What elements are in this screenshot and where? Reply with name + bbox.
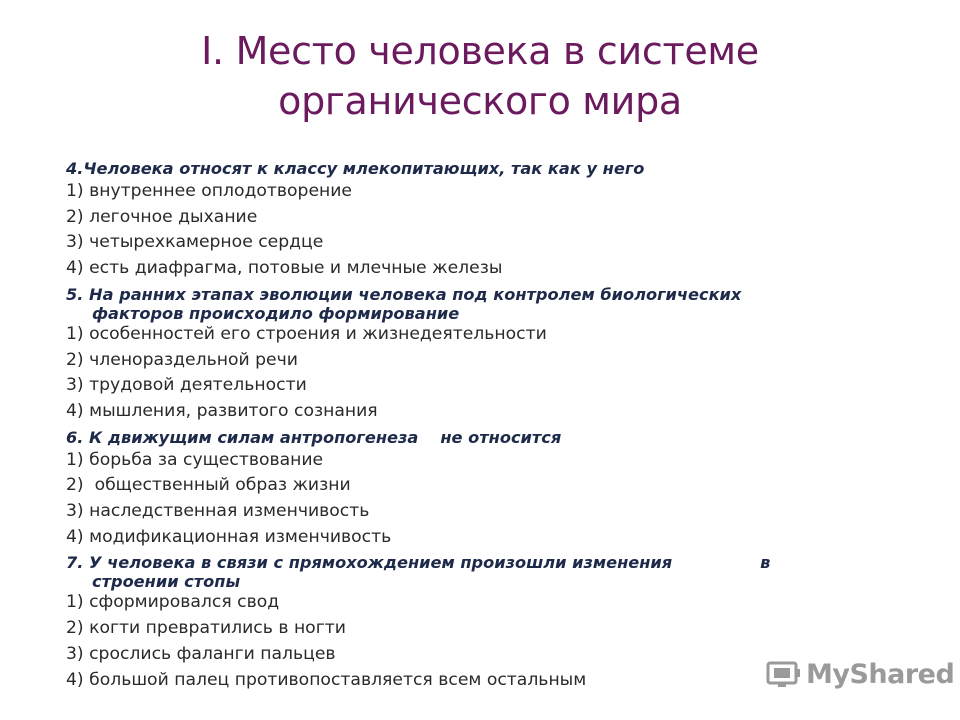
- q5-option-4: 4) мышления, развитого сознания: [66, 400, 378, 421]
- question-5-line-1: 5. На ранних этапах эволюции человека под контролем биологических: [66, 284, 742, 304]
- q6-option-2: 2) общественный образ жизни: [66, 475, 351, 496]
- q5-option-2: 2) членораздельной речи: [66, 349, 298, 370]
- title-line-1: I. Место человека в системе: [201, 29, 759, 73]
- question-7-part-2: в: [760, 553, 771, 573]
- q7-option-1: 1) сформировался свод: [66, 592, 280, 613]
- q4-option-1: 1) внутреннее оплодотворение: [66, 181, 353, 201]
- question-6-part-1: 6. К движущим силам антропогенеза: [66, 427, 419, 447]
- q6-option-3: 3) наследственная изменчивость: [66, 501, 370, 522]
- q5-option-1: 1) особенностей его строения и жизнедеятельности: [66, 323, 547, 344]
- myshared-logo-text: MyShared: [806, 658, 955, 690]
- question-4: [66, 156, 896, 179]
- q7-option-4: 4) большой палец противопоставляется всем остальным: [66, 669, 587, 690]
- question-7: [66, 550, 896, 590]
- q7-option-3: 3) срослись фаланги пальцев: [66, 643, 336, 664]
- question-5: [66, 282, 896, 322]
- q4-option-3: 3) четырехкамерное сердце: [66, 232, 324, 253]
- myshared-logo-icon: [766, 659, 802, 689]
- q7-option-2: 2) когти превратились в ногти: [66, 618, 346, 639]
- title-line-2: органического мира: [278, 79, 682, 123]
- q6-option-1: 1) борьба за существование: [66, 449, 324, 470]
- q4-option-4: 4) есть диафрагма, потовые и млечные железы: [66, 258, 503, 279]
- q5-option-3: 3) трудовой деятельности: [66, 375, 307, 396]
- question-6-part-2: не относится: [440, 427, 562, 447]
- question-7-line-2: строении стопы: [92, 572, 241, 592]
- q6-option-4: 4) модификационная изменчивость: [66, 526, 392, 547]
- questions-block: [66, 156, 896, 693]
- question-6: [66, 425, 896, 448]
- question-4-text: 4.Человека относят к классу млекопитающих, так как у него: [66, 159, 645, 178]
- q4-option-2: 2) легочное дыхание: [66, 206, 258, 227]
- slide-title: [0, 26, 960, 126]
- question-7-part-1: 7. У человека в связи с прямохождением произошли изменения: [66, 553, 673, 573]
- myshared-watermark: [766, 656, 954, 692]
- question-5-line-2: факторов происходило формирование: [92, 303, 460, 323]
